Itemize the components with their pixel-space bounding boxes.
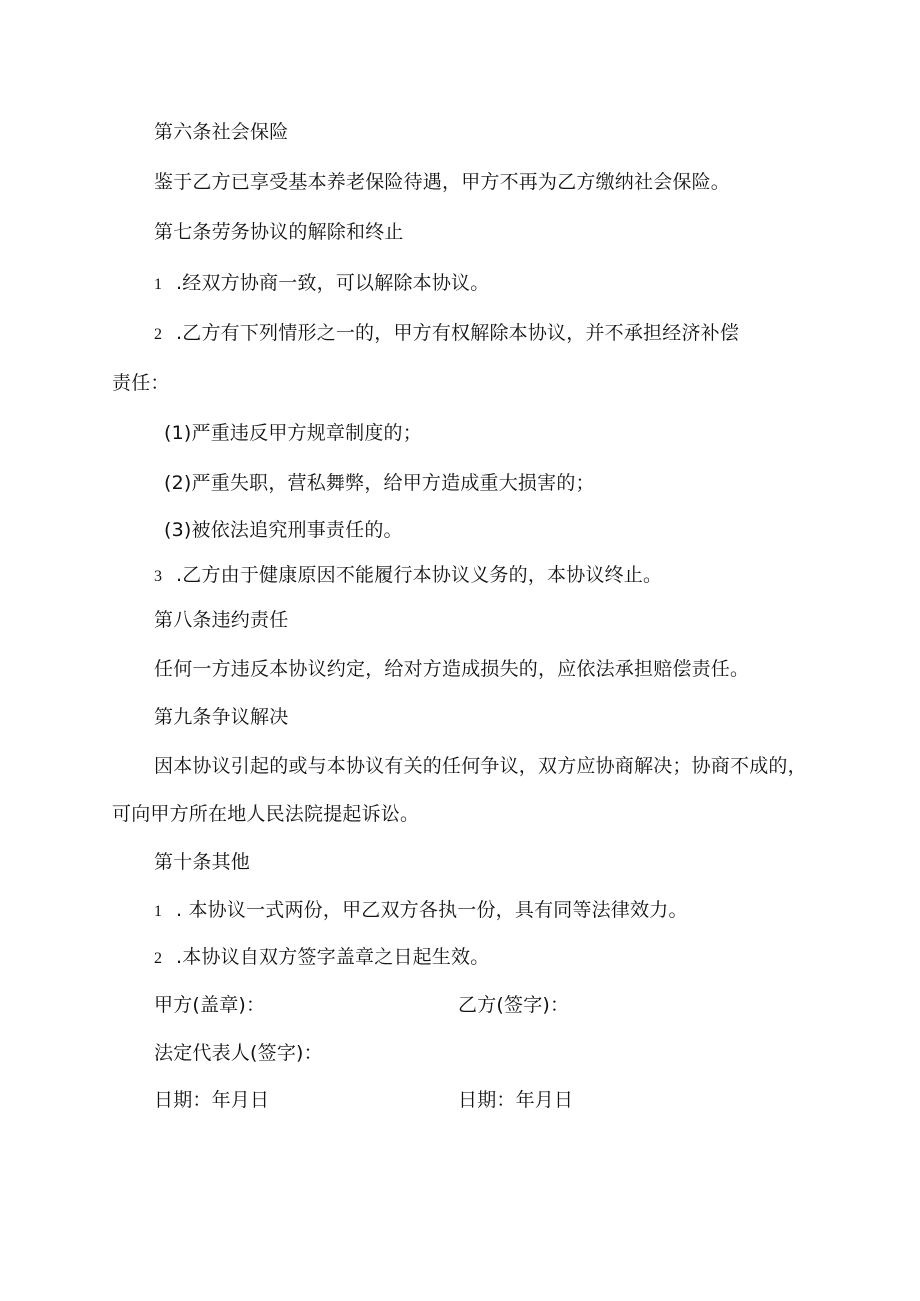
party-b-date-label: 日期：年月日 [458, 1089, 574, 1111]
article-7-subitem-3: (3)被依法追究刑事责任的。 [164, 519, 403, 541]
article-8-heading: 第八条违约责任 [154, 609, 289, 631]
article-9-paragraph-continuation: 可向甲方所在地人民法院提起诉讼。 [112, 803, 420, 825]
article-8-paragraph: 任何一方违反本协议约定，给对方造成损失的，应依法承担赔偿责任。 [154, 658, 750, 680]
article-7-item-2-continuation: 责任： [112, 372, 170, 394]
article-10-heading: 第十条其他 [154, 851, 251, 873]
item-number: 1 [154, 903, 163, 920]
article-9-heading: 第九条争议解决 [154, 706, 289, 728]
article-7-heading: 第七条劳务协议的解除和终止 [154, 221, 404, 243]
article-10-item-1 [154, 898, 688, 924]
item-text: . 本协议一式两份，甲乙双方各执一份，具有同等法律效力。 [176, 899, 688, 921]
legal-representative-label: 法定代表人(签字)： [154, 1042, 323, 1064]
article-7-subitem-2: (2)严重失职，营私舞弊，给甲方造成重大损害的； [164, 472, 595, 494]
article-7-item-1 [154, 271, 489, 297]
item-number: 3 [154, 568, 163, 585]
party-a-date-label: 日期：年月日 [154, 1089, 270, 1111]
item-number: 2 [154, 326, 163, 343]
item-text: .经双方协商一致，可以解除本协议。 [176, 272, 490, 294]
item-text: .本协议自双方签字盖章之日起生效。 [176, 946, 490, 968]
article-6-heading: 第六条社会保险 [154, 121, 289, 143]
party-b-signature-label: 乙方(签字)： [458, 994, 570, 1016]
item-number: 1 [154, 276, 163, 293]
item-number: 2 [154, 950, 163, 967]
party-a-seal-label: 甲方(盖章)： [154, 994, 266, 1016]
article-10-item-2 [154, 945, 489, 971]
article-7-subitem-1: (1)严重违反甲方规章制度的； [164, 422, 422, 444]
item-text: .乙方有下列情形之一的，甲方有权解除本协议，并不承担经济补偿 [176, 322, 740, 344]
item-text: .乙方由于健康原因不能履行本协议义务的，本协议终止。 [176, 564, 663, 586]
article-7-item-3 [154, 563, 662, 589]
article-6-paragraph: 鉴于乙方已享受基本养老保险待遇，甲方不再为乙方缴纳社会保险。 [154, 171, 731, 193]
article-7-item-2 [154, 321, 739, 347]
article-9-paragraph: 因本协议引起的或与本协议有关的任何争议，双方应协商解决；协商不成的， [154, 755, 807, 777]
